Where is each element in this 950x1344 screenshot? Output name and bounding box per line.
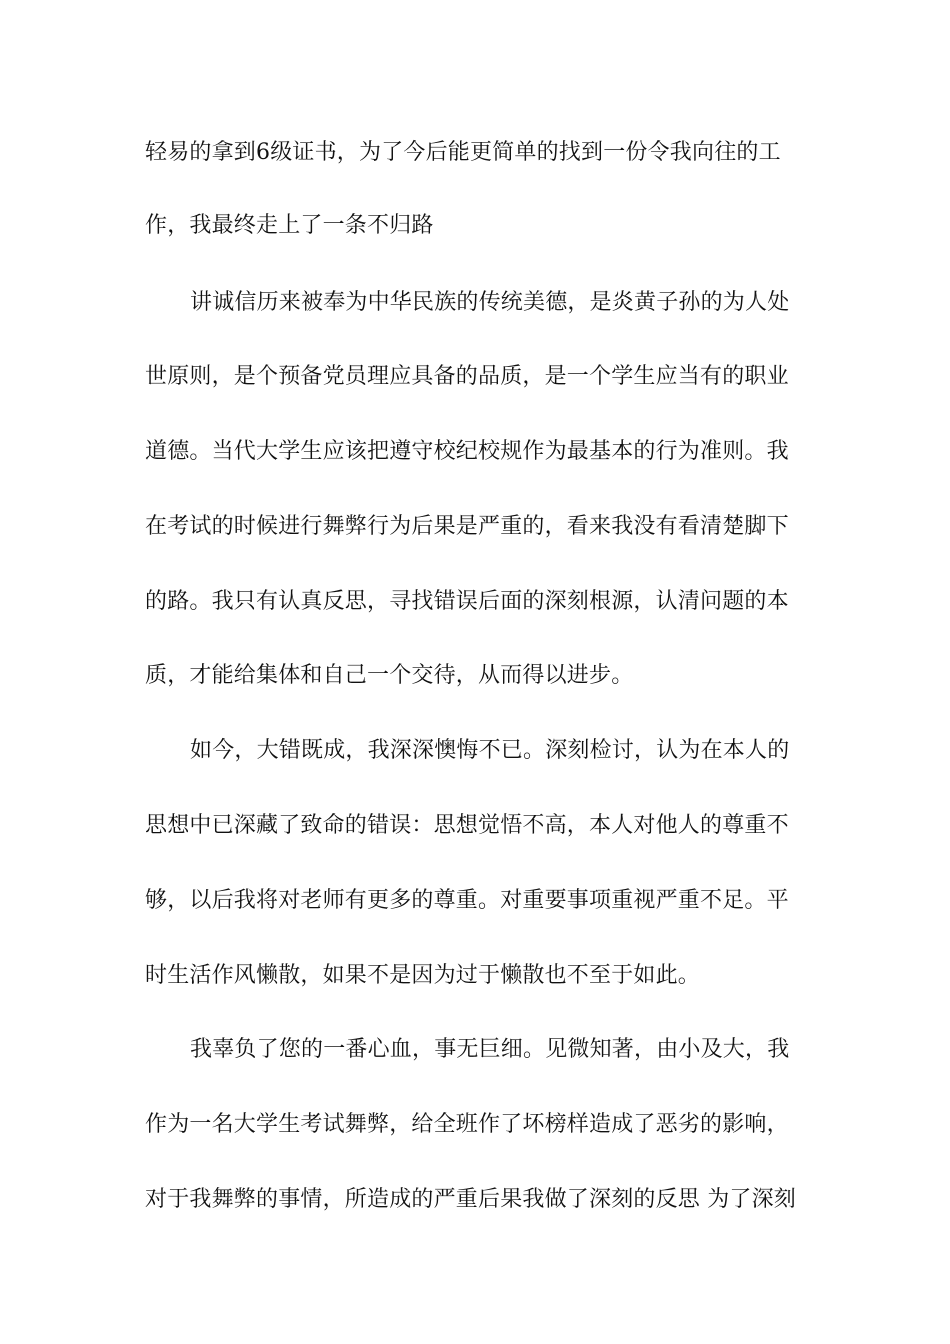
body-text-line: 作为一名大学生考试舞弊，给全班作了坏榜样造成了恶劣的影响， <box>145 1112 789 1137</box>
body-text-line: 道德。当代大学生应该把遵守校纪校规作为最基本的行为准则。我 <box>145 439 789 464</box>
body-text-line: 对于我舞弊的事情，所造成的严重后果我做了深刻的反思 为了深刻 <box>145 1187 796 1212</box>
body-text-line: 的路。我只有认真反思，寻找错误后面的深刻根源，认清问题的本 <box>145 589 789 614</box>
paragraph-first-line: 我辜负了您的一番心血，事无巨细。见微知著，由小及大，我 <box>190 1037 790 1062</box>
paragraph-first-line: 如今，大错既成，我深深懊悔不已。深刻检讨，认为在本人的 <box>190 738 790 763</box>
paragraph-first-line: 讲诚信历来被奉为中华民族的传统美德，是炎黄子孙的为人处 <box>190 290 790 315</box>
body-text-line: 思想中已深藏了致命的错误：思想觉悟不高，本人对他人的尊重不 <box>145 813 789 838</box>
body-text-line: 作，我最终走上了一条不归路 <box>145 213 434 238</box>
body-text-line: 时生活作风懒散，如果不是因为过于懒散也不至于如此。 <box>145 963 701 988</box>
body-text-line: 在考试的时候进行舞弊行为后果是严重的，看来我没有看清楚脚下 <box>145 514 789 539</box>
body-text-line: 世原则，是个预备党员理应具备的品质，是一个学生应当有的职业 <box>145 364 789 389</box>
body-text-line: 质，才能给集体和自己一个交待，从而得以进步。 <box>145 663 634 688</box>
body-text-line: 轻易的拿到6级证书，为了今后能更简单的找到一份令我向往的工 <box>145 140 781 165</box>
body-text-line: 够，以后我将对老师有更多的尊重。对重要事项重视严重不足。平 <box>145 888 789 913</box>
